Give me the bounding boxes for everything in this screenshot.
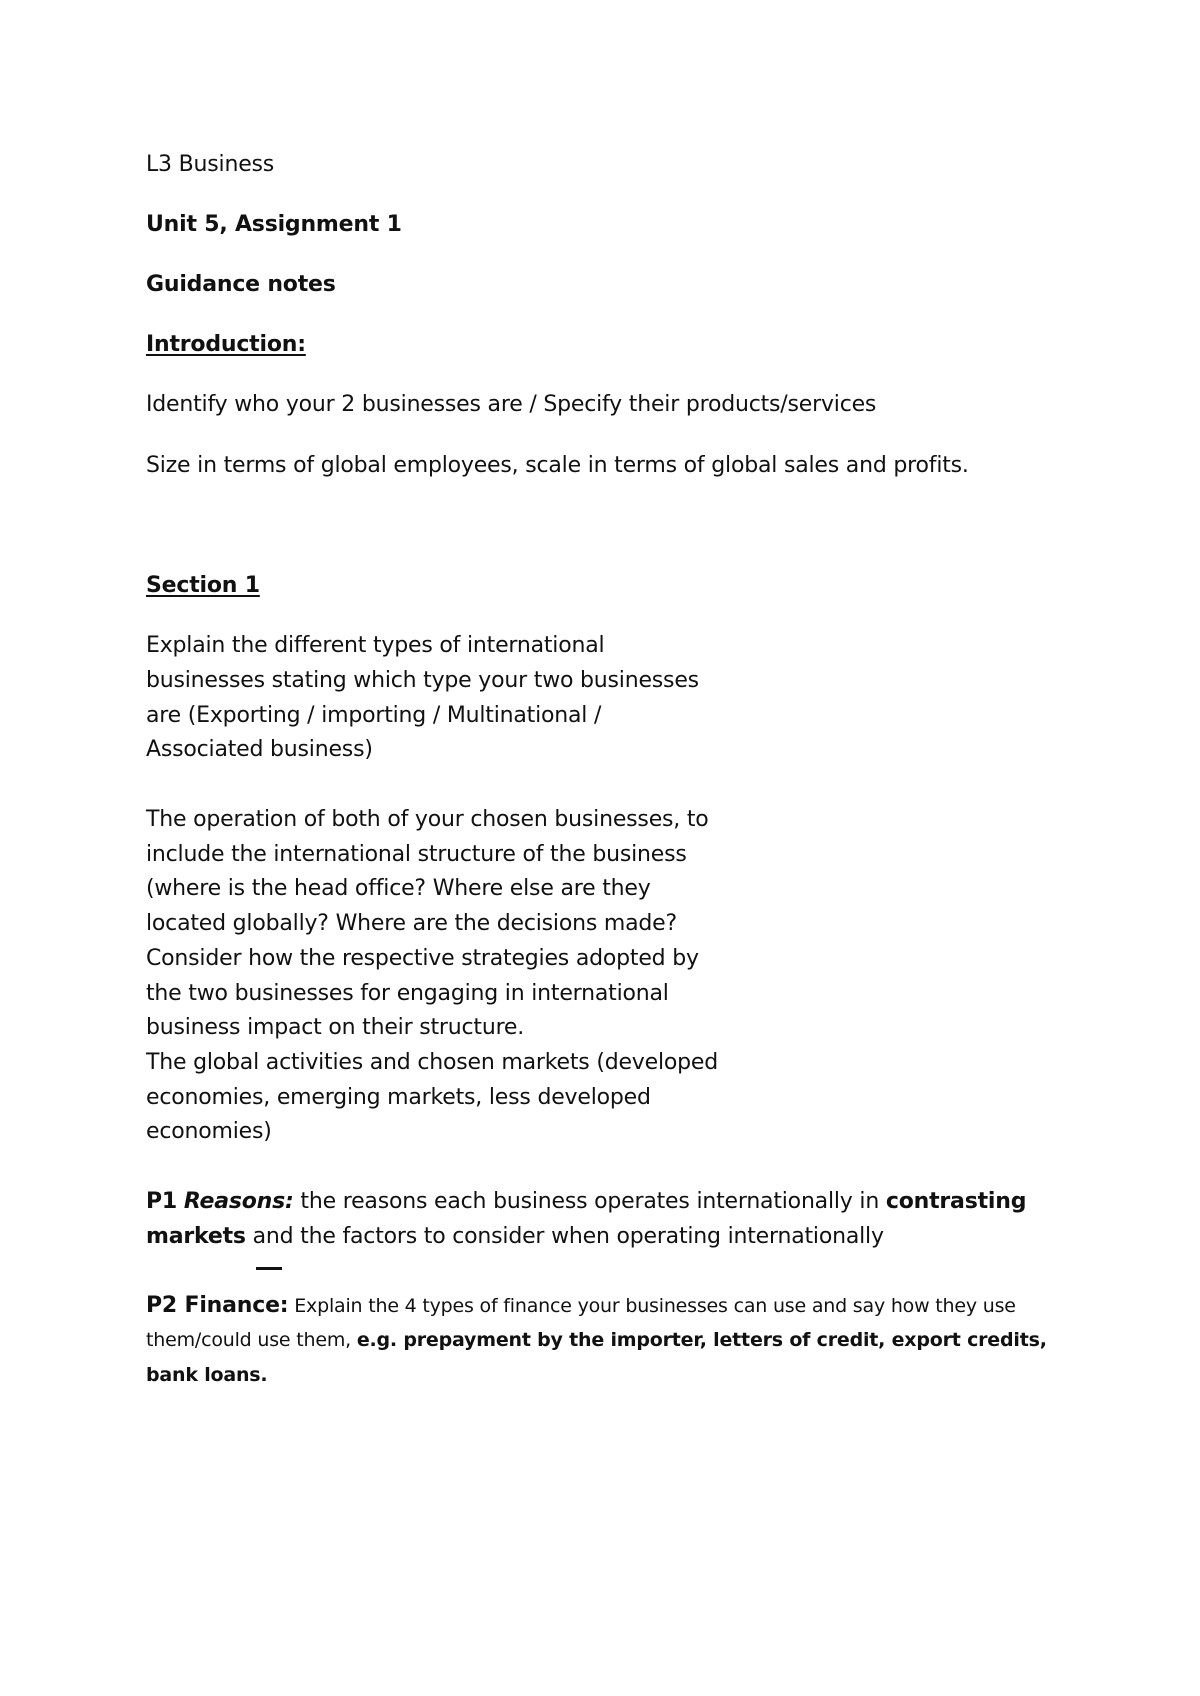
- p1-label: P1: [146, 1189, 178, 1214]
- p1-bold-contrasting: contrasting: [885, 1189, 1027, 1214]
- section1-para2-line: business impact on their structure.: [146, 1015, 525, 1040]
- separator-dash: [256, 1267, 282, 1270]
- p2-line-1: [146, 1289, 1016, 1323]
- p1-bold-markets: markets: [146, 1224, 246, 1249]
- section1-para1-line: Associated business): [146, 737, 373, 762]
- section1-para1-line: businesses stating which type your two businesses: [146, 668, 699, 693]
- p1-text-2: and the factors to consider when operating internationally: [245, 1224, 884, 1249]
- intro-heading: Introduction:: [146, 332, 306, 357]
- section1-para2-line: include the international structure of the business: [146, 842, 687, 867]
- unit-title: Unit 5, Assignment 1: [146, 212, 402, 237]
- section1-para1-line: Explain the different types of international: [146, 633, 605, 658]
- p2-label: P2 Finance:: [146, 1293, 289, 1318]
- section1-para2-line: economies): [146, 1119, 272, 1144]
- section1-para2-line: Consider how the respective strategies adopted by: [146, 946, 699, 971]
- section1-para2-line: the two businesses for engaging in international: [146, 981, 669, 1006]
- intro-line: Identify who your 2 businesses are / Specify their products/services: [146, 392, 877, 417]
- section1-para2-line: economies, emerging markets, less developed: [146, 1085, 651, 1110]
- p2-text-2: them/could use them,: [146, 1329, 357, 1351]
- p2-bold-examples: e.g. prepayment by the importer, letters of credit, export credits,: [356, 1329, 1047, 1351]
- section1-para2-line: located globally? Where are the decisions made?: [146, 911, 677, 936]
- section1-heading: Section 1: [146, 573, 260, 598]
- section1-para2-line: The global activities and chosen markets (developed: [146, 1050, 718, 1075]
- section1-para2-line: (where is the head office? Where else are they: [146, 876, 651, 901]
- p2-text: Explain the 4 types of finance your businesses can use and say how they use: [288, 1295, 1016, 1317]
- p1-line-2: [146, 1220, 884, 1254]
- course-title: L3 Business: [146, 152, 275, 177]
- p2-line-3: bank loans.: [146, 1364, 268, 1386]
- p1-reasons: Reasons:: [183, 1189, 294, 1214]
- section1-para1-line: are (Exporting / importing / Multinational /: [146, 703, 602, 728]
- p2-line-2: [146, 1323, 1047, 1357]
- intro-line: Size in terms of global employees, scale in terms of global sales and profits.: [146, 453, 969, 478]
- p1-text: the reasons each business operates internationally in: [293, 1189, 886, 1214]
- section1-para2-line: The operation of both of your chosen businesses, to: [146, 807, 709, 832]
- p1-line-1: [146, 1185, 1026, 1219]
- guidance-title: Guidance notes: [146, 272, 336, 297]
